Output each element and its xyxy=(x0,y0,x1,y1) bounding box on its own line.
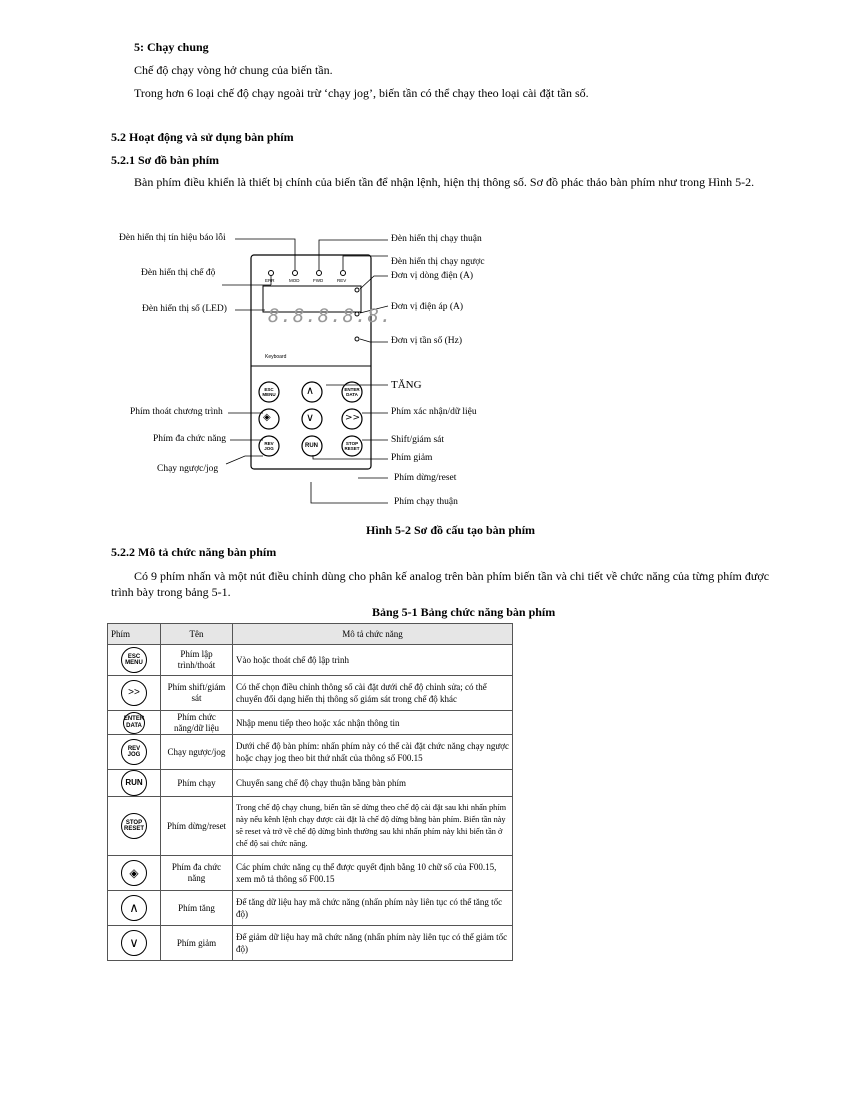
table-row xyxy=(108,891,513,926)
lamp-label-err: ERR xyxy=(265,278,275,283)
table-row xyxy=(108,645,513,676)
multi-function-key-icon: ◈ xyxy=(121,860,147,886)
down-arrow-key-icon: ∨ xyxy=(121,930,147,956)
table-caption: Bảng 5-1 Bảng chức năng bàn phím xyxy=(372,605,556,619)
name-cell xyxy=(161,711,233,735)
section-heading-5: 5: Chạy chung xyxy=(134,40,209,54)
table-row xyxy=(108,735,513,770)
stop-reset-key-label: STOP RESET xyxy=(344,441,360,451)
desc-cell: Chuyển sang chế độ chạy thuận bằng bàn phím xyxy=(233,770,513,797)
led-display-digits: 8.8.8.8.8. xyxy=(268,305,393,327)
esc-menu-key-label: ESC MENU xyxy=(262,387,276,397)
paragraph: Trong hơn 6 loại chế độ chạy ngoài trừ ‘chạy jog’, biến tần có thể chạy theo loại cài đặt tần số. xyxy=(134,86,589,100)
name-cell: Phím tăng xyxy=(161,891,233,926)
callout-unit-a: Đơn vị dòng điện (A) xyxy=(391,271,474,281)
table-row xyxy=(108,926,513,961)
lamp-label-fwd: FWD xyxy=(313,278,324,283)
key-cell xyxy=(108,676,161,711)
lamp-label-rev: REV xyxy=(337,278,347,283)
section-heading-5-2-1: 5.2.1 Sơ đồ bàn phím xyxy=(111,153,220,167)
rev-jog-key-label: REV JOG xyxy=(264,441,274,451)
callout-mode-lamp: Đèn hiển thị chế độ xyxy=(141,268,216,278)
paragraph: Chế độ chạy vòng hở chung của biến tần. xyxy=(134,63,333,77)
key-cell xyxy=(108,891,161,926)
section-heading-5-2: 5.2 Hoạt động và sử dụng bàn phím xyxy=(111,130,294,144)
shift-key-icon: >> xyxy=(121,680,147,706)
key-cell xyxy=(108,711,161,735)
run-key-label: RUN xyxy=(305,443,318,449)
callout-multi-key: Phím đa chức năng xyxy=(153,434,226,444)
shift-key-label: >> xyxy=(345,413,361,423)
name-cell: Phím chạy xyxy=(161,770,233,797)
desc-cell: Vào hoặc thoát chế độ lập trình xyxy=(233,645,513,676)
multi-key-label: ◈ xyxy=(263,412,271,423)
header-desc: Mô tả chức năng xyxy=(233,624,513,645)
rev-jog-key-icon: REV JOG xyxy=(121,739,147,765)
desc-cell: Nhập menu tiếp theo hoặc xác nhận thông tin xyxy=(233,711,513,735)
name-cell: Phím shift/giám sát xyxy=(161,676,233,711)
header-name: Tên xyxy=(161,624,233,645)
desc-cell: Dưới chế độ bàn phím: nhấn phím này có thể cài đặt chức năng chạy ngược hoặc chạy jog theo bit thứ nhất của thông số F00.15 xyxy=(233,735,513,770)
paragraph: Có 9 phím nhấn và một nút điều chỉnh dùng cho phân kế analog trên bàn phím biến tần và chi tiết về chức năng của từng phím được xyxy=(134,569,770,583)
key-cell xyxy=(108,770,161,797)
up-key-label: ∧ xyxy=(306,384,315,397)
name-text: Phím chức năng/dữ liệu xyxy=(173,711,220,733)
key-cell xyxy=(108,797,161,856)
callout-stop-key: Phím dừng/reset xyxy=(394,473,457,483)
table-row xyxy=(108,856,513,891)
callout-led-display: Đèn hiển thị số (LED) xyxy=(142,304,227,314)
table-row xyxy=(108,770,513,797)
name-cell: Phím dừng/reset xyxy=(161,797,233,856)
callout-run-key: Phím chạy thuận xyxy=(394,497,458,507)
callout-fault-lamp: Đèn hiển thị tín hiệu báo lỗi xyxy=(119,233,226,243)
callout-prg-exit-key: Phím thoát chương trình xyxy=(130,407,223,417)
key-cell xyxy=(108,645,161,676)
esc-menu-key-icon: ESC MENU xyxy=(121,647,147,673)
callout-fwd-lamp: Đèn hiển thị chạy thuận xyxy=(391,234,482,244)
section-heading-5-2-2: 5.2.2 Mô tả chức năng bàn phím xyxy=(111,545,277,559)
key-cell xyxy=(108,856,161,891)
enter-data-key-icon: ENTER DATA xyxy=(123,712,145,734)
callout-rev-jog-key: Chạy ngược/jog xyxy=(157,464,219,474)
callout-unit-v: Đơn vị điện áp (A) xyxy=(391,302,464,312)
stop-reset-key-icon: STOP RESET xyxy=(121,813,147,839)
callout-shift-key: Shift/giám sát xyxy=(391,435,445,445)
up-arrow-key-icon: ∧ xyxy=(121,895,147,921)
paragraph: Bàn phím điều khiển là thiết bị chính của biến tần để nhận lệnh, hiện thị thông số. Sơ đồ phác thảo bàn phím như trong Hình 5-2. xyxy=(134,175,755,189)
desc-cell: Để giảm dữ liệu hay mã chức năng (nhấn phím này liên tục có thể giảm tốc độ) xyxy=(233,926,513,961)
desc-cell: Trong chế độ chạy chung, biến tần sẽ dừng theo chế độ cài đặt sau khi nhấn phím này nếu kênh lệnh chạy được cài đặt là chế độ dừng bằng bàn phím. Biến tần này sẽ reset và trở về chế độ dừng bình thường sau khi nhấn phím này khi biến tần ở chế độ sai chức năng. xyxy=(233,797,513,856)
keyboard-label: Keyboard xyxy=(265,354,287,360)
down-key-label: ∨ xyxy=(306,411,315,424)
desc-cell: Các phím chức năng cụ thể được quyết định bằng 10 chữ số của F00.15, xem mô tả thông số F00.15 xyxy=(233,856,513,891)
header-key: Phím xyxy=(108,624,161,645)
callout-rev-lamp: Đèn hiển thị chạy ngược xyxy=(391,257,485,267)
callout-down-key: Phím giảm xyxy=(391,453,433,463)
desc-cell: Để tăng dữ liệu hay mã chức năng (nhấn phím này liên tục có thể tăng tốc độ) xyxy=(233,891,513,926)
key-cell xyxy=(108,735,161,770)
callout-up-key: TĂNG xyxy=(391,379,422,391)
figure-caption: Hình 5-2 Sơ đồ cấu tạo bàn phím xyxy=(366,523,536,537)
name-cell: Chạy ngược/jog xyxy=(161,735,233,770)
table-row xyxy=(108,676,513,711)
callout-unit-hz: Đơn vị tần số (Hz) xyxy=(391,336,462,346)
name-cell: Phím đa chức năng xyxy=(161,856,233,891)
name-cell: Phím lập trình/thoát xyxy=(161,645,233,676)
desc-cell: Có thể chọn điều chỉnh thông số cài đặt dưới chế độ chỉnh sửa; có thể chuyển đổi dạng hiển thị thông số giám sát trong chế độ khác xyxy=(233,676,513,711)
table-header-row xyxy=(108,624,513,645)
key-function-table xyxy=(107,623,513,961)
lamp-label-mod: MOD xyxy=(289,278,300,283)
table-row xyxy=(108,711,513,735)
table-row xyxy=(108,797,513,856)
enter-data-key-label: ENTER DATA xyxy=(344,387,360,397)
name-cell: Phím giảm xyxy=(161,926,233,961)
key-cell xyxy=(108,926,161,961)
run-key-icon: RUN xyxy=(121,770,147,796)
paragraph: trình bày trong bảng 5-1. xyxy=(111,585,231,599)
callout-confirm-key: Phím xác nhận/dữ liệu xyxy=(391,407,477,417)
